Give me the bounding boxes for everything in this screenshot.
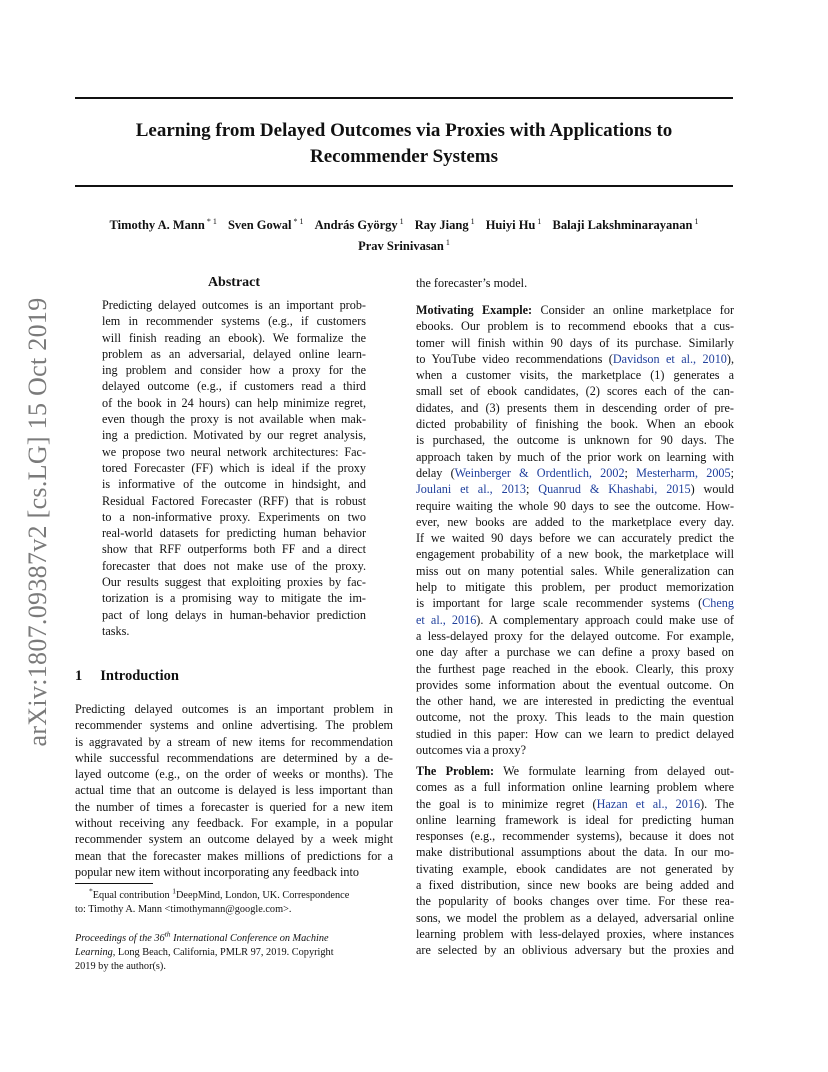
author: Sven Gowal $^{* 1}$ [227, 217, 304, 233]
citation-link[interactable]: Quanrud & Khashabi, 2015 [538, 482, 691, 497]
abstract-line: ing problem and consider how a proxy for the [102, 363, 366, 378]
proceedings-note [75, 929, 393, 974]
abstract-heading: Abstract [207, 275, 261, 290]
abstract-line: tored Forecaster (FF) which is ideal if the proxy [102, 460, 366, 475]
abstract-line: to a non-informative proxy. Experiments on two [102, 509, 366, 524]
introduction-line: recommender systems and online advertising. The problem [75, 718, 393, 733]
title-line: Recommender Systems [309, 146, 499, 167]
abstract-line: even though the proxy is not available when mak- [102, 412, 366, 427]
title-line: Learning from Delayed Outcomes via Proxies with Applications to [135, 120, 673, 141]
introduction-line: mean that the forecaster makes millions of predictions for a [75, 848, 393, 863]
abstract-line: forecaster that does not make use of the proxy. [102, 558, 366, 573]
introduction-line: Predicting delayed outcomes is an important problem in [75, 702, 393, 716]
citation-link[interactable]: Mesterharm, 2005 [636, 465, 731, 480]
proceedings-line: Learning, Long Beach, California, PMLR 97, 2019. Copyright [75, 947, 334, 958]
introduction-line: layed outcome (e.g., on the order of weeks or months). The [75, 767, 393, 782]
abstract-line: delayed outcome (e.g., if customers read a third [102, 379, 366, 394]
affiliation-mark: * 1 [293, 217, 304, 226]
abstract-line: problem as an adversarial, delayed online learn- [102, 346, 366, 361]
paragraph-motivating-example: Motivating Example: Consider an online marketplace for ebooks. Our problem is to recommend ebooks that a cus- tomer will finish within 90 days of its purchase. Similarly to YouTube video recommendations (Davidson et al., 2010), when a customer visits, the marketplace (1) generates a small set of ebook candidates, (2) scores each of the can- didates, and (3) presents them in descending order of pre- dicted probability of finishing the book. When an ebook is purchased, the outcome is unknown for 90 days. The approach taken by much of the prior work on learning with delay (Weinberger & Ordentlich, 2002; Mesterharm, 2005; Joulani et al., 2013; Quanrud & Khashabi, 2015) would require waiting the whole 90 days to see the outcome. How- ever, new books are added to the marketplace every day. If we waited 90 days before we can accurately predict the engagement probability of a new book, the marketplace will miss out on many potential sales. While generalization can help to mitigate this problem, per product memorization is important for large scale recommender systems (Cheng et al., 2016). A complementary approach could make use of a less-delayed proxy for the delayed outcome. For example, one day after a purchase we can define a proxy based on the furthest page reached in the ebook. Clearly, this proxy provides some information about the eventual outcome. On the other hand, we are interested in predicting the eventual outcome, not the proxy. This leads to the main question studied in this paper: How can we learn to predict delayed outcomes via a proxy? [416, 303, 735, 758]
affiliation-mark: 1 [399, 217, 404, 226]
abstract-line: show that RFF outperforms both FF and a direct [102, 542, 366, 557]
introduction-line: actual time that an outcome is delayed is less important than [75, 783, 393, 798]
author-line [75, 213, 733, 234]
affiliation-mark: * 1 [206, 217, 217, 226]
abstract-line: we propose two neural network architectures: Fac- [102, 444, 366, 459]
footnote-rule [75, 883, 153, 884]
introduction-line: is aggravated by a stream of new items for recommendation [75, 734, 393, 749]
author: Timothy A. Mann $^{* 1}$ [109, 217, 217, 233]
abstract-line: torization is a promising way to mitigate the im- [102, 591, 366, 606]
abstract-line: is informative of the outcome in hindsight, and [102, 477, 366, 492]
title-bottom-rule [75, 185, 733, 187]
section-heading-introduction [75, 668, 179, 685]
introduction-body [75, 701, 393, 880]
proceedings-line: 2019 by the author(s). [75, 961, 166, 972]
abstract-line: tasks. [102, 623, 130, 638]
abstract-line: Our results suggest that exploiting proxies by fac- [102, 575, 366, 590]
proceedings-line: Proceedings of the 36th International Conference on Machine [75, 929, 329, 944]
affiliation-mark: 1 [537, 217, 542, 226]
author: Huiyi Hu $^1$ [485, 217, 542, 233]
affiliation-mark: 1 [445, 238, 450, 248]
citation-link[interactable]: Joulani et al., 2013 [416, 482, 526, 497]
arxiv-identifier: arXiv:1807.09387v2 [cs.LG] 15 Oct 2019 [23, 297, 52, 747]
paragraph-label: The Problem: [416, 764, 495, 778]
footnote [75, 886, 393, 917]
paragraph-label: Motivating Example: [416, 303, 533, 317]
abstract-body [102, 297, 366, 639]
footnote-line: *Equal contribution $^1$DeepMind, London, UK. Correspondence [89, 886, 350, 901]
abstract-line: real-world datasets for predicting human behavior [102, 526, 366, 541]
abstract-line: ing a prediction. Motivated by our regret analysis, [102, 428, 366, 443]
citation-link[interactable]: Davidson et al., 2010 [612, 351, 727, 366]
abstract-line: of the book in 24 hours) can help minimize regret, [102, 395, 366, 410]
paragraph-the-problem: The Problem: We formulate learning from delayed out- comes as a full information online learning problem where the goal is to minimize regret (Hazan et al., 2016). The online learning framework is ideal for predicting human responses (e.g., recommender systems), because it does not make distributional assumptions about the data. In our mo- tivating example, ebook candidates are not generated by a fixed distribution, since new books are being added and the popularity of books changes over time. For these rea- sons, we model the problem as a delayed, adversarial online learning problem with less-delayed proxies, where instances are selected by an oblivious adversary but the proxies and [416, 764, 734, 958]
author: Ray Jiang $^1$ [414, 217, 475, 233]
introduction-line: while successful recommendations are determined by a de- [75, 750, 393, 765]
abstract-line: lem in recommender systems (e.g., if customers [102, 314, 366, 329]
abstract-line: will finish reading an ebook). We formalize the [102, 330, 366, 345]
top-rule [75, 97, 733, 99]
abstract-line: Predicting delayed outcomes is an important prob- [102, 298, 366, 312]
citation-link[interactable]: Cheng [702, 596, 734, 611]
author: Balaji Lakshminarayanan $^1$ [552, 217, 699, 233]
author-list [75, 213, 733, 255]
citation-link[interactable]: Hazan et al., 2016 [596, 796, 701, 811]
paper-title [75, 118, 733, 170]
footnote-line: to: Timothy A. Mann <timothymann@google.com>. [75, 904, 292, 915]
citation-link[interactable]: Weinberger & Ordentlich, 2002 [454, 465, 625, 480]
section-title: Introduction [100, 668, 179, 684]
introduction-line: without receiving any feedback. For example, in a popular [75, 816, 393, 831]
affiliation-mark: 1 [470, 217, 475, 226]
introduction-line: recommender system an outcome delayed by a week might [75, 832, 393, 847]
abstract-line: pact of long delays in human-behavior prediction [102, 607, 366, 622]
introduction-line: popular new item without incorporating any feedback into [75, 864, 359, 879]
author: András György $^1$ [314, 217, 404, 233]
introduction-line: the number of times a forecaster is queried for a new item [75, 799, 393, 814]
affiliation-mark: 1 [694, 217, 699, 226]
section-number: 1 [75, 668, 83, 684]
author-line [75, 234, 733, 255]
citation-link[interactable]: et al., 2016 [416, 612, 477, 627]
author: Prav Srinivasan $^1$ [358, 238, 450, 254]
paragraph-continuation: the forecaster’s model. [416, 276, 528, 290]
abstract-line: Residual Factored Forecaster (RFF) that is robust [102, 493, 366, 508]
